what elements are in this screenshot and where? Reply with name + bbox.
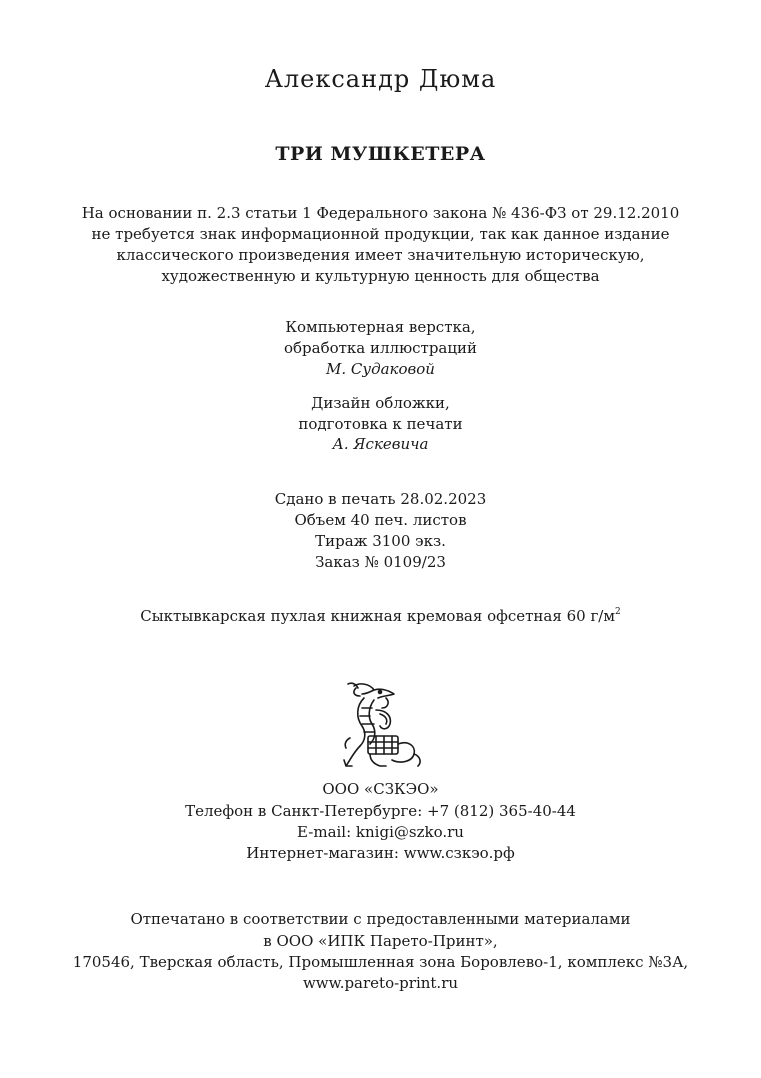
printer-line: www.pareto-print.ru xyxy=(302,974,459,992)
legal-notice-line: классического произведения имеет значительную историческую, xyxy=(116,246,645,264)
print-info-line: Сдано в печать 28.02.2023 xyxy=(274,490,487,508)
credit-cover-role: Дизайн обложки, xyxy=(311,394,450,412)
credit-layout-role: Компьютерная верстка, xyxy=(285,318,476,336)
printer-line: в ООО «ИПК Парето-Принт», xyxy=(263,932,498,950)
printer-line: Отпечатано в соответствии с предоставленными материалами xyxy=(130,910,631,928)
legal-notice-line: художественную и культурную ценность для общества xyxy=(161,267,600,285)
print-info-line: Тираж 3100 экз. xyxy=(315,532,446,550)
publisher-shop: Интернет-магазин: www.сзкэо.рф xyxy=(246,844,515,862)
printer-line: 170546, Тверская область, Промышленная зона Боровлево-1, комплекс №3А, xyxy=(72,953,689,971)
credit-layout-role: обработка иллюстраций xyxy=(283,339,478,357)
paper-text: Сыктывкарская пухлая книжная кремовая офсетная 60 г/м xyxy=(140,607,616,625)
credit-cover-role: подготовка к печати xyxy=(298,415,463,433)
publisher-phone: Телефон в Санкт-Петербурге: +7 (812) 365-40-44 xyxy=(185,802,576,820)
book-author: Александр Дюма xyxy=(264,65,497,93)
print-info-line: Объем 40 печ. листов xyxy=(294,511,467,529)
print-info-line: Заказ № 0109/23 xyxy=(315,553,446,571)
book-title: ТРИ МУШКЕТЕРА xyxy=(275,143,486,165)
credit-layout-name: М. Судаковой xyxy=(326,360,435,378)
legal-notice-line: На основании п. 2.3 статьи 1 Федерального закона № 436-ФЗ от 29.12.2010 xyxy=(81,204,680,222)
credit-cover-name: А. Яскевича xyxy=(332,435,429,453)
dragon-emblem-icon xyxy=(340,680,424,772)
paper-info xyxy=(0,606,761,627)
publisher-name: ООО «СЗКЭО» xyxy=(322,780,439,798)
paper-superscript: 2 xyxy=(615,607,621,617)
legal-notice-line: не требуется знак информационной продукции, так как данное издание xyxy=(91,225,670,243)
publisher-email: E-mail: knigi@szko.ru xyxy=(297,823,464,841)
